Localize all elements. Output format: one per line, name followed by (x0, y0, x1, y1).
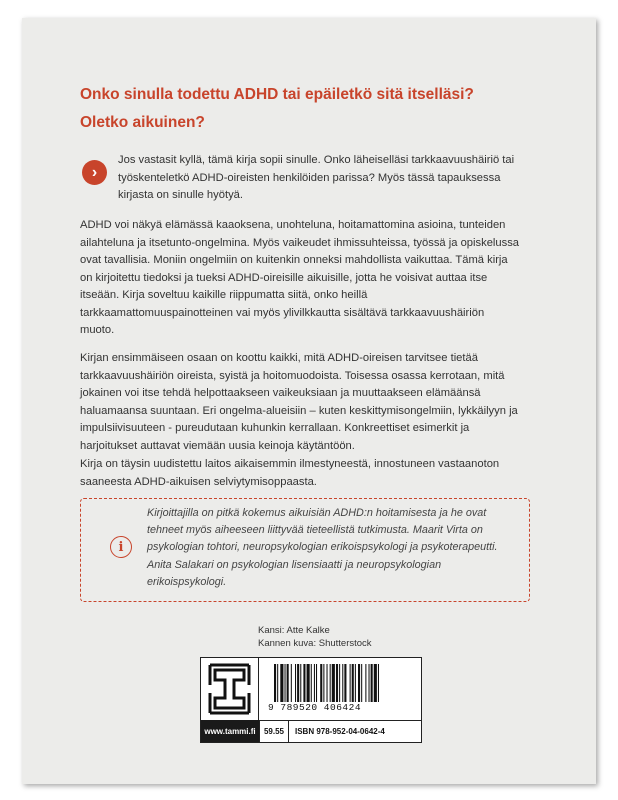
cover-designer: Kansi: Atte Kalke (258, 625, 330, 636)
isbn-text: ISBN 978-952-04-0642-4 (289, 720, 421, 742)
publisher-logo (201, 658, 259, 720)
barcode-icon (268, 664, 414, 702)
tammi-logo-icon (201, 658, 258, 720)
heading-question-1: Onko sinulla todettu ADHD tai epäiletkö sitä itselläsi? (80, 86, 474, 103)
intro-paragraph: Jos vastasit kyllä, tämä kirja sopii sinulle. Onko läheiselläsi tarkkaavuushäiriö tai työskenteletkö ADHD-oireisten henkilöiden parissa? Myös tässä tapauksessa kirjasta on sinulle hyötyä. (118, 154, 515, 201)
publisher-url: www.tammi.fi (201, 720, 259, 742)
price-code: 59.55 (259, 720, 289, 742)
barcode-number: 9 789520 406424 (268, 702, 362, 713)
info-icon: i (110, 536, 132, 558)
author-info-text: Kirjoittajilla on pitkä kokemus aikuisiän ADHD:n hoitamisesta ja he ovat tehneet myös aiheeseen liittyvää tieteellistä tutkimusta. Maarit Virta on psykologian tohtori, neuropsykologian erikoispsykologi ja psykoterapeutti. Anita Salakari on psykologian lisensiaatti ja neuropsykologian erikoispsykologi. (147, 507, 498, 588)
cover-image-credit: Kannen kuva: Shutterstock (258, 638, 372, 649)
heading-question-2: Oletko aikuinen? (80, 114, 205, 131)
chevron-right-icon: › (82, 160, 107, 185)
cover-credits (258, 624, 372, 650)
paragraph-2: Kirjan ensimmäiseen osaan on koottu kaikki, mitä ADHD-oireisen tarvitsee tietää tarkkaavuushäiriön oireista, syistä ja hoitomuodoista. Toisessa osassa kerrotaan, mitä jokainen voi itse tehdä helpottaakseen vaikeuksiaan ja muuttaakseen elämäänsä haluamaansa suuntaan. Eri ongelma-alueisiin – kuten keskittymisongelmiin, lykkäilyyn ja impulsiivisuuteen - pureudutaan kuhunkin kerrallaan. Konkreettiset esimerkit ja harjoitukset auttavat viemään uusia keinoja käytäntöön. (80, 352, 518, 452)
paragraph-1: ADHD voi näkyä elämässä kaaoksena, unohteluna, hoitamattomina asioina, tunteiden ailahteluna ja itsetunto-ongelmina. Myös vaikeudet ihmissuhteissa, työssä ja opiskelussa ovat tavallisia. Moniin ongelmiin on kuitenkin onneksi mahdollista vaikuttaa. Tämä kirja on kirjoitettu tiedoksi ja tueksi ADHD-oireisille aikuisille, jotta he voisivat auttaa itse itseään. Kirja soveltuu kaikille riippumatta siitä, onko heillä tarkkaamattomuuspainotteinen vai myös ylivilkkautta sisältävä tarkkaavuushäiriön muoto. (80, 219, 520, 336)
paragraph-3: Kirja on täysin uudistettu laitos aikaisemmin ilmestyneestä, innostuneen vastaanoton saaneesta ADHD-aikuisen selviytymisoppaasta. (80, 458, 500, 488)
